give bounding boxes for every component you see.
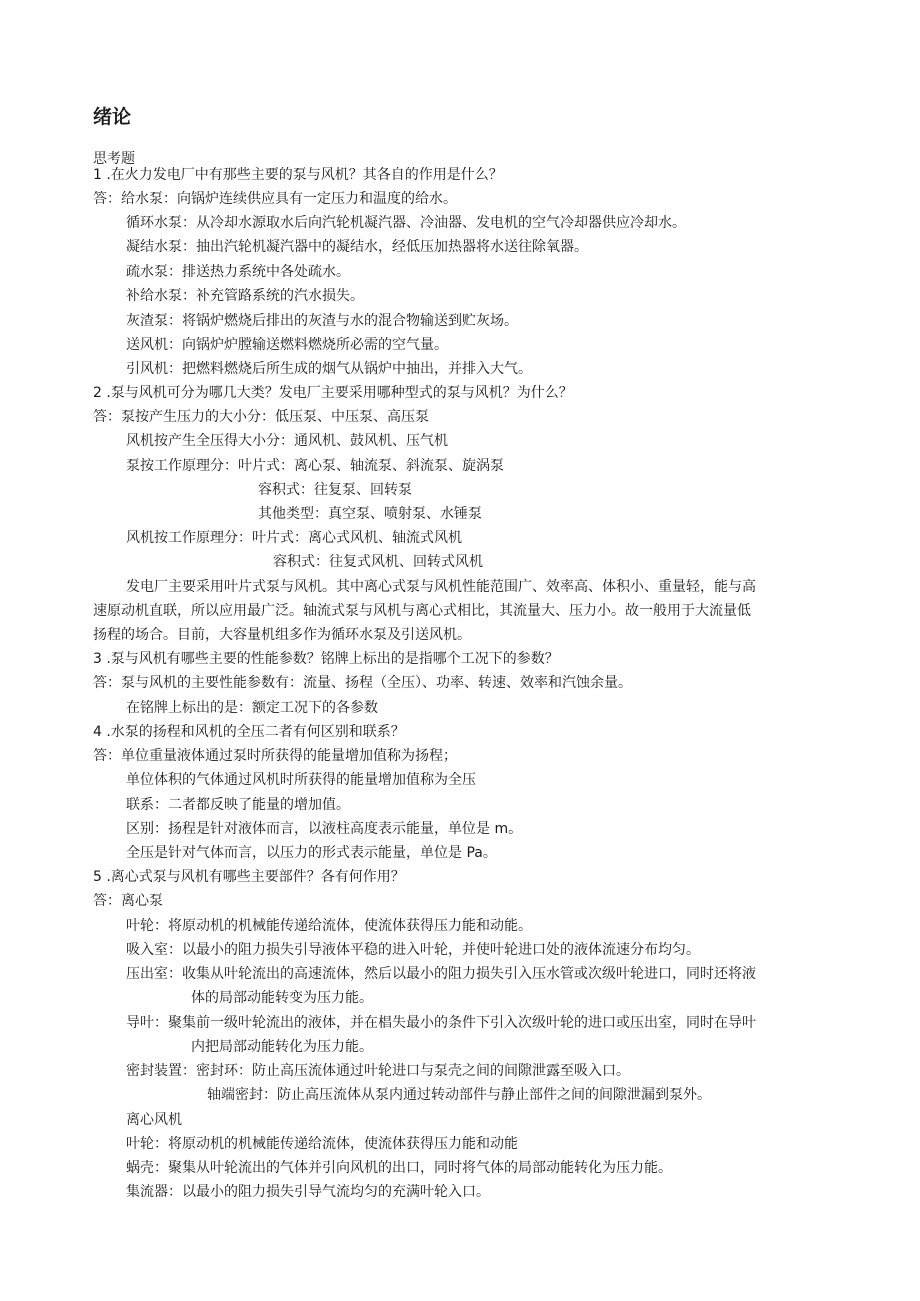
q5-answer-centrifugal-pump: 答：离心泵 xyxy=(93,893,163,909)
q1-item-forced-fan: 送风机：向锅炉炉膛输送燃料燃烧所必需的空气量。 xyxy=(126,337,448,353)
q2-fan-volumetric: 容积式：往复式风机、回转式风机 xyxy=(273,554,483,570)
q4-question: 4 .水泵的扬程和风机的全压二者有何区别和联系？ xyxy=(93,724,405,740)
q5-fan-volute: 蜗壳：聚集从叶轮流出的气体并引向风机的出口，同时将气体的局部动能转化为压力能。 xyxy=(126,1160,672,1176)
q4-total-pressure-def: 单位体积的气体通过风机时所获得的能量增加值称为全压 xyxy=(126,772,476,788)
chapter-title: 绪论 xyxy=(93,106,132,128)
q2-pump-other: 其他类型：真空泵、喷射泵、水锤泵 xyxy=(258,506,482,522)
q2-paragraph-line-1: 发电厂主要采用叶片式泵与风机。其中离心式泵与风机性能范围广、效率高、体积小、重量轻，能与高 xyxy=(126,579,756,595)
q2-pump-volumetric: 容积式：往复泵、回转泵 xyxy=(258,482,412,498)
q1-item-makeup: 补给水泵：补充管路系统的汽水损失。 xyxy=(126,288,364,304)
q5-fan-impeller: 叶轮：将原动机的机械能传递给流体，使流体获得压力能和动能 xyxy=(126,1136,518,1152)
q5-suction-chamber: 吸入室：以最小的阻力损失引导液体平稳的进入叶轮，并使叶轮进口处的液体流速分布均匀。 xyxy=(126,942,700,958)
q3-question: 3 .泵与风机有哪些主要的性能参数？铭牌上标出的是指哪个工况下的参数？ xyxy=(93,651,559,667)
q2-answer-pump-pressure: 答：泵按产生压力的大小分：低压泵、中压泵、高压泵 xyxy=(93,409,429,425)
q5-question: 5 .离心式泵与风机有哪些主要部件？各有何作用？ xyxy=(93,869,405,885)
q4-connection: 联系：二者都反映了能量的增加值。 xyxy=(126,797,350,813)
q1-item-ash: 灰渣泵：将锅炉燃烧后排出的灰渣与水的混合物输送到贮灰场。 xyxy=(126,313,518,329)
q5-impeller: 叶轮：将原动机的机械能传递给流体，使流体获得压力能和动能。 xyxy=(126,918,532,934)
q5-centrifugal-fan-heading: 离心风机 xyxy=(126,1112,182,1128)
q1-item-drain: 疏水泵：排送热力系统中各处疏水。 xyxy=(126,264,350,280)
q2-question: 2 .泵与风机可分为哪几大类？发电厂主要采用哪种型式的泵与风机？为什么？ xyxy=(93,385,573,401)
q2-pump-principle: 泵按工作原理分：叶片式：离心泵、轴流泵、斜流泵、旋涡泵 xyxy=(126,458,504,474)
q1-question: 1 .在火力发电厂中有那些主要的泵与风机？其各自的作用是什么？ xyxy=(93,167,503,183)
q2-paragraph-line-3: 扬程的场合。目前，大容量机组多作为循环水泵及引送风机。 xyxy=(93,627,471,643)
q4-difference-pressure: 全压是针对气体而言，以压力的形式表示能量，单位是 Pa。 xyxy=(126,845,497,861)
q2-paragraph-line-2: 速原动机直联，所以应用最广泛。轴流式泵与风机与离心式相比，其流量大、压力小。故一般用于大流量低 xyxy=(93,603,751,619)
q1-item-circulating: 循环水泵：从冷却水源取水后向汽轮机凝汽器、冷油器、发电机的空气冷却器供应冷却水。 xyxy=(126,215,686,231)
q5-fan-collector: 集流器：以最小的阻力损失引导气流均匀的充满叶轮入口。 xyxy=(126,1184,490,1200)
q5-volute-line-2: 体的局部动能转变为压力能。 xyxy=(191,990,373,1006)
q3-answer-parameters: 答：泵与风机的主要性能参数有：流量、扬程（全压）、功率、转速、效率和汽蚀余量。 xyxy=(93,675,632,691)
q2-fan-principle: 风机按工作原理分：叶片式：离心式风机、轴流式风机 xyxy=(126,530,462,546)
q5-volute-line-1: 压出室：收集从叶轮流出的高速流体，然后以最小的阻力损失引入压水管或次级叶轮进口，同时还将液 xyxy=(126,966,756,982)
q5-seal-ring: 密封装置：密封环：防止高压流体通过叶轮进口与泵壳之间的间隙泄露至吸入口。 xyxy=(126,1063,630,1079)
q1-item-condensate: 凝结水泵：抽出汽轮机凝汽器中的凝结水，经低压加热器将水送往除氧器。 xyxy=(126,239,588,255)
q5-guide-vane-line-2: 内把局部动能转化为压力能。 xyxy=(191,1039,373,1055)
q4-answer-head: 答：单位重量液体通过泵时所获得的能量增加值称为扬程； xyxy=(93,748,457,764)
q1-item-induced-fan: 引风机：把燃料燃烧后所生成的烟气从锅炉中抽出，并排入大气。 xyxy=(126,361,532,377)
section-heading: 思考题 xyxy=(93,151,135,167)
q5-shaft-seal: 轴端密封：防止高压流体从泵内通过转动部件与静止部件之间的间隙泄漏到泵外。 xyxy=(207,1087,711,1103)
q3-nameplate: 在铭牌上标出的是：额定工况下的各参数 xyxy=(126,700,378,716)
q2-fan-pressure: 风机按产生全压得大小分：通风机、鼓风机、压气机 xyxy=(126,433,448,449)
q5-guide-vane-line-1: 导叶：聚集前一级叶轮流出的液体，并在椙失最小的条件下引入次级叶轮的进口或压出室，同时在导叶 xyxy=(126,1015,756,1031)
q1-answer-feedwater: 答：给水泵：向锅炉连续供应具有一定压力和温度的给水。 xyxy=(93,191,457,207)
q4-difference-head: 区别：扬程是针对液体而言，以液柱高度表示能量，单位是 m。 xyxy=(126,821,523,837)
